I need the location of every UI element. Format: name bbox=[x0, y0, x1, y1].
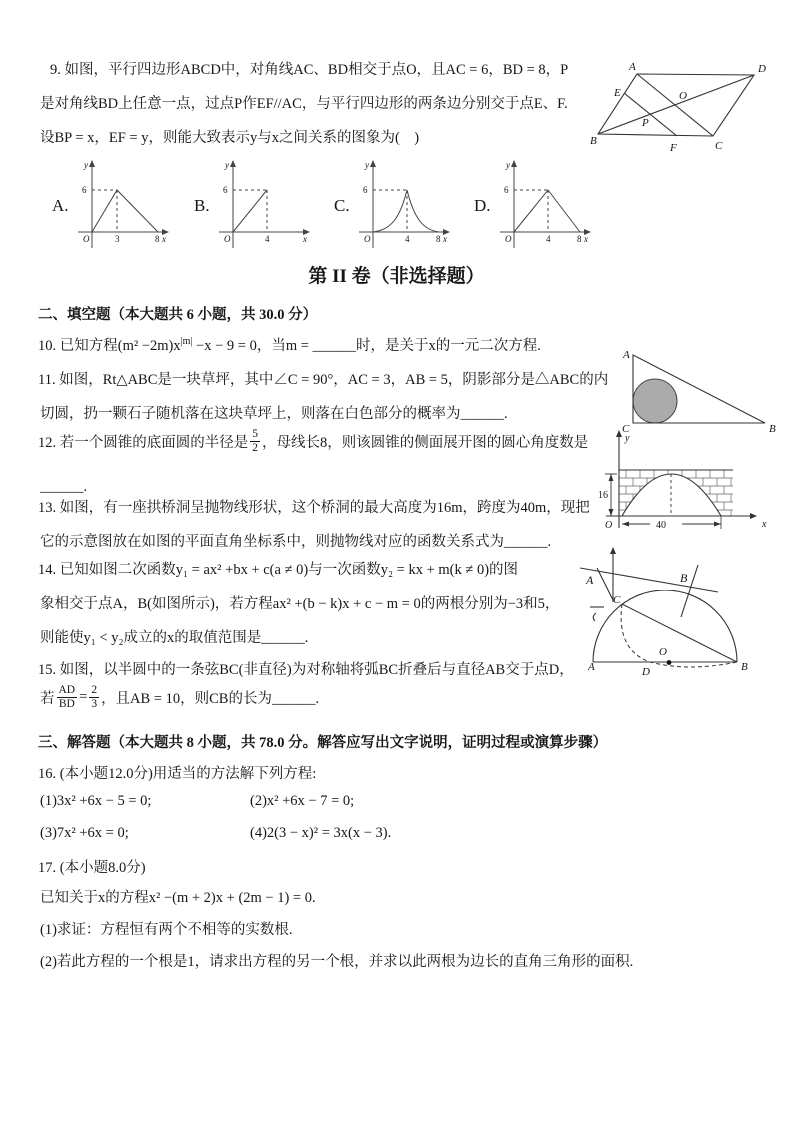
q15-fraction-1 bbox=[57, 684, 78, 711]
label-C: C bbox=[715, 140, 723, 152]
q12-line-1 bbox=[38, 428, 588, 455]
option-b bbox=[194, 158, 313, 254]
q15-frac2-num: 2 bbox=[89, 684, 99, 698]
label-D: D bbox=[642, 666, 650, 678]
q9-parallelogram-figure bbox=[590, 56, 793, 161]
ymax-label: 6 bbox=[222, 185, 228, 195]
q15-semicircle-figure bbox=[588, 590, 793, 702]
q15-pre: 若 bbox=[40, 691, 55, 708]
q12-pre: 12. 若一个圆锥的底面圆的半径是 bbox=[38, 435, 249, 452]
section2-title: 第 II 卷（非选择题） bbox=[308, 266, 485, 287]
option-a-label: A. bbox=[52, 196, 69, 215]
origin-label: O bbox=[82, 234, 90, 244]
label-P: P bbox=[642, 117, 649, 129]
label-C: C bbox=[613, 594, 621, 606]
option-a-graph bbox=[72, 158, 172, 254]
label-F: F bbox=[670, 142, 677, 154]
label-O: O bbox=[679, 90, 687, 102]
tick-1: 4 bbox=[264, 234, 270, 244]
q14-line-3: 则能使y₁ < y₂成立的x的取值范围是______. bbox=[40, 630, 309, 646]
section2-fill-header: 二、填空题（本大题共 6 小题，共 30.0 分） bbox=[38, 307, 318, 323]
label-D: D bbox=[758, 63, 766, 75]
q12-frac-num: 5 bbox=[250, 428, 260, 442]
height-label: 16 bbox=[598, 490, 608, 501]
q15-frac2-den: 3 bbox=[91, 698, 98, 711]
q10-exponent: |m| bbox=[180, 336, 193, 348]
y-axis-label: y bbox=[625, 433, 630, 444]
tick-2: 8 bbox=[154, 234, 160, 244]
x-axis-label: x bbox=[161, 234, 166, 244]
q13-line-1: 13. 如图，有一座拱桥洞呈抛物线形状，这个桥洞的最大高度为16m，跨度为40m，现把 bbox=[38, 500, 590, 516]
q17-equation: 已知关于x的方程x² −(m + 2)x + (2m − 1) = 0. bbox=[40, 890, 316, 906]
q15-frac1-den: BD bbox=[58, 698, 75, 711]
origin-label: O bbox=[363, 234, 371, 244]
diagonal-BD bbox=[598, 75, 754, 134]
label-A: A bbox=[629, 61, 636, 73]
q16-intro: 16. (本小题12.0分)用适当的方法解下列方程: bbox=[38, 766, 317, 782]
y-axis-arrow bbox=[610, 547, 616, 554]
q15-fraction-2 bbox=[89, 684, 99, 711]
parabola-arch bbox=[622, 474, 721, 516]
q12-line-2: ______. bbox=[40, 479, 88, 495]
q16-eq1: (1)3x² +6x − 5 = 0; bbox=[40, 793, 152, 809]
curve bbox=[514, 190, 580, 232]
label-O: O bbox=[659, 646, 667, 658]
q15-line-2 bbox=[40, 684, 319, 711]
origin-label: O bbox=[504, 234, 512, 244]
q15-line-1: 15. 如图，以半圆中的一条弦BC(非直径)为对称轴将弧BC折叠后与直径AB交于点D， bbox=[38, 662, 574, 678]
option-c-label: C. bbox=[334, 196, 350, 215]
label-B: B bbox=[680, 571, 688, 585]
chord-CB bbox=[622, 604, 737, 662]
span-label: 40 bbox=[656, 520, 666, 531]
q10-pre: 10. 已知方程(m² −2m)x bbox=[38, 338, 181, 354]
label-C: C bbox=[622, 423, 630, 433]
line-AB bbox=[580, 568, 718, 592]
origin-label: O bbox=[223, 234, 231, 244]
y-axis-label: y bbox=[83, 160, 88, 170]
tick-2: 8 bbox=[576, 234, 582, 244]
incircle-shaded bbox=[633, 379, 677, 423]
label-B: B bbox=[741, 661, 748, 673]
option-b-graph bbox=[213, 158, 313, 254]
q13-bridge-figure bbox=[598, 428, 793, 540]
label-A: A bbox=[623, 349, 630, 361]
q9-line-3: 设BP = x，EF = y，则能大致表示y与x之间关系的图象为( ) bbox=[40, 130, 420, 146]
tick-1: 4 bbox=[545, 234, 551, 244]
option-d-label: D. bbox=[474, 196, 491, 215]
option-c bbox=[334, 158, 453, 254]
q11-line-2: 切圆，扔一颗石子随机落在这块草坪上，则落在白色部分的概率为______. bbox=[40, 406, 508, 422]
q12-frac-den: 2 bbox=[252, 442, 258, 455]
tick-2: 8 bbox=[435, 234, 441, 244]
option-b-label: B. bbox=[194, 196, 210, 215]
q16-eq2: (2)x² +6x − 7 = 0; bbox=[250, 793, 355, 809]
ymax-label: 6 bbox=[503, 185, 509, 195]
y-axis-label: y bbox=[364, 160, 369, 170]
brick-pattern bbox=[619, 470, 733, 516]
tick-1: 3 bbox=[114, 234, 120, 244]
curve bbox=[233, 190, 267, 232]
origin-label: O bbox=[605, 520, 613, 531]
q17-part-2: (2)若此方程的一个根是1，请求出方程的另一个根，并求以此两根为边长的直角三角形的面积. bbox=[40, 954, 634, 970]
q17-part-1: (1)求证：方程恒有两个不相等的实数根. bbox=[40, 922, 293, 938]
q17-intro: 17. (本小题8.0分) bbox=[38, 860, 146, 876]
folded-arc-dashed bbox=[621, 604, 737, 667]
x-axis-label: x bbox=[442, 234, 447, 244]
option-d-graph bbox=[494, 158, 594, 254]
q15-post: ，且AB = 10，则CB的长为______. bbox=[101, 691, 320, 708]
q11-triangle-figure bbox=[605, 345, 790, 433]
q14-line-2: 象相交于点A，B(如图所示)，若方程ax² +(b − k)x + c − m = 0的两根分别为−3和5， bbox=[40, 596, 560, 612]
q10-post: −x − 9 = 0，当m = ______时，是关于x的一元二次方程. bbox=[192, 338, 541, 354]
x-axis-label: x bbox=[583, 234, 588, 244]
option-d bbox=[474, 158, 594, 254]
q14-line-1: 14. 已知如图二次函数y₁ = ax² +bx + c(a ≠ 0)与一次函数y₂ = kx + m(k ≠ 0)的图 bbox=[38, 562, 519, 578]
x-axis-arrow bbox=[750, 513, 757, 519]
q12-fraction bbox=[250, 428, 260, 455]
q13-line-2: 它的示意图放在如图的平面直角坐标系中，则抛物线对应的函数关系式为______. bbox=[40, 534, 552, 550]
label-E: E bbox=[614, 87, 621, 99]
y-axis-label: y bbox=[224, 160, 229, 170]
curve bbox=[373, 190, 439, 232]
center-dot bbox=[667, 660, 672, 665]
option-a bbox=[52, 158, 172, 254]
label-B: B bbox=[769, 423, 776, 433]
x-axis-label: x bbox=[302, 234, 307, 244]
q16-eq3: (3)7x² +6x = 0; bbox=[40, 825, 129, 841]
q15-frac1-num: AD bbox=[57, 684, 78, 698]
label-A: A bbox=[586, 573, 594, 587]
label-B: B bbox=[590, 135, 597, 147]
option-c-graph bbox=[353, 158, 453, 254]
q12-post: ，母线长8，则该圆锥的侧面展开图的圆心角度数是 bbox=[262, 435, 589, 452]
tick-1: 4 bbox=[404, 234, 410, 244]
q11-line-1: 11. 如图，Rt△ABC是一块草坪，其中∠C = 90°，AC = 3，AB = 5，阴影部分是△ABC的内 bbox=[38, 372, 609, 388]
x-axis-label: x bbox=[762, 519, 767, 530]
y-axis-arrow bbox=[616, 430, 622, 437]
section3-header: 三、解答题（本大题共 8 小题，共 78.0 分。解答应写出文字说明，证明过程或演算步骤） bbox=[38, 735, 608, 751]
ymax-label: 6 bbox=[362, 185, 368, 195]
q15-equals: = bbox=[79, 689, 88, 706]
q10-line bbox=[38, 334, 541, 355]
ymax-label: 6 bbox=[81, 185, 87, 195]
q9-line-2: 是对角线BD上任意一点，过点P作EF//AC，与平行四边形的两条边分别交于点E、F. bbox=[40, 96, 568, 112]
curve bbox=[92, 190, 158, 232]
y-axis-label: y bbox=[505, 160, 510, 170]
q9-line-1: 9. 如图，平行四边形ABCD中，对角线AC、BD相交于点O，且AC = 6，BD = 8，P bbox=[50, 62, 569, 78]
q16-eq4: (4)2(3 − x)² = 3x(x − 3). bbox=[250, 825, 392, 841]
label-A: A bbox=[588, 661, 595, 673]
